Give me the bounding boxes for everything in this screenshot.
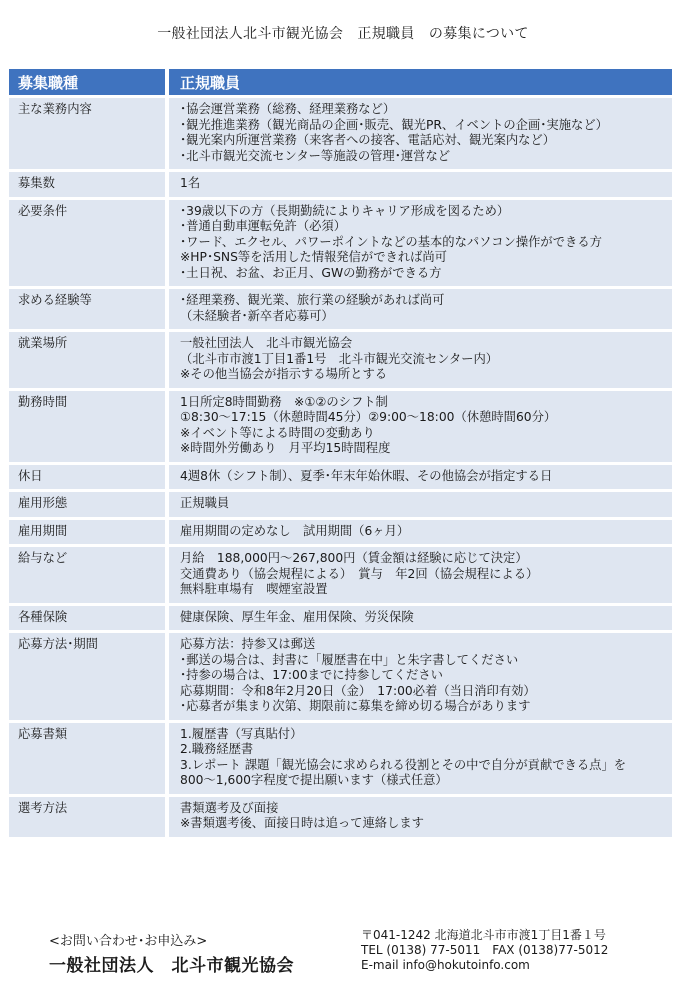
row-label: 応募書類 xyxy=(9,723,165,794)
row-value-line: 健康保険、厚生年金、雇用保険、労災保険 xyxy=(180,609,414,624)
row-value-line: 雇用期間の定めなし 試用期間（6ヶ月） xyxy=(180,523,410,538)
table-row xyxy=(9,633,672,720)
row-value xyxy=(165,797,672,837)
row-label: 休日 xyxy=(9,465,165,490)
row-value xyxy=(165,332,672,388)
row-value xyxy=(165,633,672,720)
row-value-line: ※その他当協会が指示する場所とする xyxy=(180,367,388,381)
row-value-line: ※書類選考後、面接日時は追って連絡します xyxy=(180,816,424,830)
organization-name: 一般社団法人 北斗市観光協会 xyxy=(49,956,294,976)
row-value-line: 3.レポート 課題「観光協会に求められる役割とその中で自分が貢献できる点」を xyxy=(180,757,627,772)
tel-fax: TEL (0138) 77-5011 FAX (0138)77-5012 xyxy=(361,943,609,957)
row-value xyxy=(165,98,672,169)
table-row xyxy=(9,492,672,517)
row-value-line: 応募期間：令和8年2月20日（金） 17:00必着（当日消印有効） xyxy=(180,683,536,698)
row-value-line: ①8:30～17:15（休憩時間45分）②9:00～18:00（休憩時間60分） xyxy=(180,410,557,424)
row-value-line: ･経理業務、観光業、旅行業の経験があれば尚可 xyxy=(180,293,445,307)
row-value-line: ･観光推進業務（観光商品の企画･販売、観光PR、イベントの企画･実施など） xyxy=(180,117,608,132)
row-value-line: （未経験者･新卒者応募可） xyxy=(180,308,334,323)
row-value xyxy=(165,723,672,794)
footer-contact xyxy=(0,928,686,988)
row-label: 応募方法･期間 xyxy=(9,633,165,720)
row-label: 主な業務内容 xyxy=(9,98,165,169)
row-value-line: ･ワード、エクセル、パワーポイントなどの基本的なパソコン操作ができる方 xyxy=(180,234,602,249)
row-value xyxy=(165,289,672,329)
header-job-type-label: 募集職種 xyxy=(9,69,165,95)
row-value-line: 4週8休（シフト制）、夏季･年末年始休暇、その他協会が指定する日 xyxy=(180,468,553,483)
row-label: 各種保険 xyxy=(9,606,165,631)
table-row xyxy=(9,200,672,287)
row-value xyxy=(165,520,672,545)
table-row xyxy=(9,332,672,388)
recruitment-table xyxy=(9,66,672,840)
row-value xyxy=(165,606,672,631)
row-value-line: 1.履歴書（写真貼付） xyxy=(180,726,303,741)
row-label: 必要条件 xyxy=(9,200,165,287)
row-value-line: 800～1,600字程度で提出願います（様式任意） xyxy=(180,773,448,787)
row-value-line: ※時間外労働あり 月平均15時間程度 xyxy=(180,441,391,455)
row-value-line: ･普通自動車運転免許（必須） xyxy=(180,219,347,233)
row-value xyxy=(165,200,672,287)
row-value-line: ･土日祝、お盆、お正月、GWの勤務ができる方 xyxy=(180,265,442,280)
table-row xyxy=(9,797,672,837)
row-label: 給与など xyxy=(9,547,165,603)
row-value-line: ※イベント等による時間の変動あり xyxy=(180,425,375,440)
row-value-line: ･協会運営業務（総務、経理業務など） xyxy=(180,102,396,116)
row-value-line: 応募方法：持参又は郵送 xyxy=(180,637,316,651)
row-value-line: 正規職員 xyxy=(180,496,230,510)
table-row xyxy=(9,172,672,197)
row-value-line: 2.職務経歴書 xyxy=(180,742,254,756)
row-label: 選考方法 xyxy=(9,797,165,837)
row-label: 雇用期間 xyxy=(9,520,165,545)
postal-address: 〒041-1242 北海道北斗市市渡1丁目1番１号 xyxy=(361,928,606,942)
row-label: 募集数 xyxy=(9,172,165,197)
row-value-line: 1日所定8時間勤務 ※①②のシフト制 xyxy=(180,394,388,409)
row-value-line: 一般社団法人 北斗市観光協会 xyxy=(180,336,353,350)
table-row xyxy=(9,98,672,169)
row-value-line: ･持参の場合は、17:00までに持参してください xyxy=(180,668,443,682)
email-address[interactable]: E-mail info@hokutoinfo.com xyxy=(361,958,530,972)
table-row xyxy=(9,723,672,794)
row-label: 勤務時間 xyxy=(9,391,165,462)
row-value-line: （北斗市市渡1丁目1番1号 北斗市観光交流センター内） xyxy=(180,351,499,366)
row-value-line: ※HP･SNS等を活用した情報発信ができれば尚可 xyxy=(180,250,447,264)
contact-details xyxy=(361,928,608,973)
row-value-line: ･39歳以下の方（長期勤続によりキャリア形成を図るため） xyxy=(180,203,510,218)
table-row xyxy=(9,547,672,603)
table-body xyxy=(9,98,672,837)
table-row xyxy=(9,606,672,631)
row-value xyxy=(165,492,672,517)
header-job-type-value: 正規職員 xyxy=(165,69,672,95)
row-value-line: ･観光案内所運営業務（来客者への接客、電話応対、観光案内など） xyxy=(180,133,556,147)
row-value xyxy=(165,172,672,197)
row-label: 求める経験等 xyxy=(9,289,165,329)
row-value-line: ･北斗市観光交流センター等施設の管理･運営など xyxy=(180,148,451,163)
table-header-row xyxy=(9,69,672,95)
row-value-line: ･郵送の場合は、封書に「履歴書在中」と朱字書してください xyxy=(180,652,519,667)
row-value-line: ･応募者が集まり次第、期限前に募集を締め切る場合があります xyxy=(180,699,531,713)
table-row xyxy=(9,520,672,545)
row-value-line: 交通費あり（協会規程による） 賞与 年2回（協会規程による） xyxy=(180,566,539,581)
row-value xyxy=(165,465,672,490)
inquiry-heading: <お問い合わせ･お申込み> xyxy=(49,934,208,949)
row-value xyxy=(165,391,672,462)
table-row xyxy=(9,289,672,329)
row-label: 就業場所 xyxy=(9,332,165,388)
page-title: 一般社団法人北斗市観光協会 正規職員 の募集について xyxy=(157,26,529,42)
row-value-line: 無料駐車場有 喫煙室設置 xyxy=(180,582,328,596)
row-value-line: 1名 xyxy=(180,176,201,190)
row-value-line: 月給 188,000円～267,800円（賃金額は経験に応じて決定） xyxy=(180,551,528,565)
row-label: 雇用形態 xyxy=(9,492,165,517)
table-row xyxy=(9,465,672,490)
row-value xyxy=(165,547,672,603)
table-row xyxy=(9,391,672,462)
row-value-line: 書類選考及び面接 xyxy=(180,800,279,815)
